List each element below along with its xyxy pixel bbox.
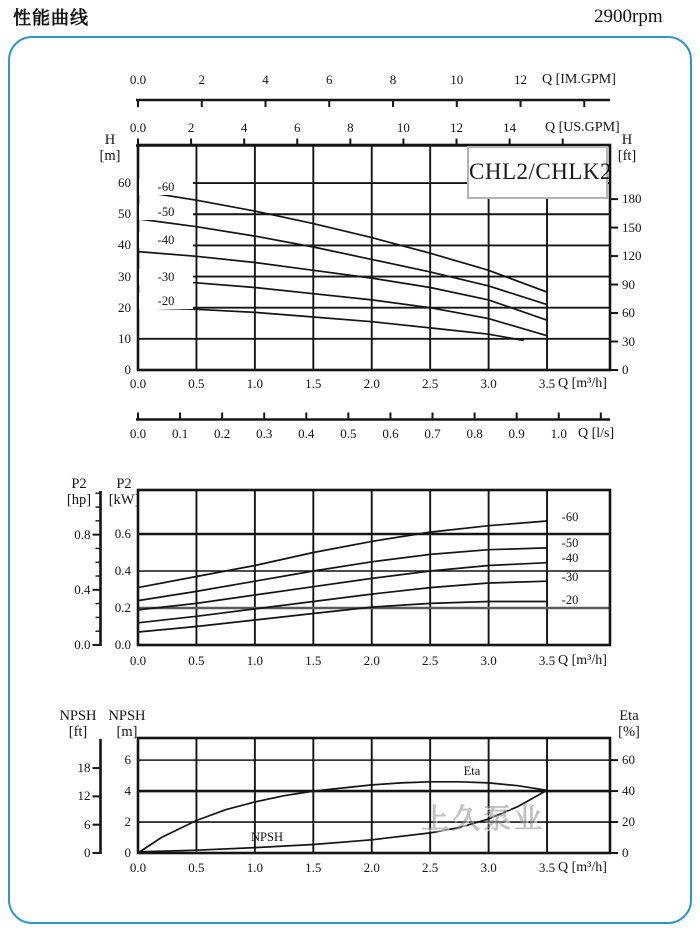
- axis-title-line: Eta: [619, 708, 639, 724]
- rpm-label: 2900rpm: [594, 6, 663, 27]
- q-l-s-axis-label: 0.8: [466, 426, 483, 441]
- right-tick-label: 30: [622, 333, 635, 349]
- q-us-gpm-axis-label: 6: [294, 120, 301, 135]
- y-tick-label: 0.6: [114, 526, 131, 541]
- axis-title-line: H: [621, 132, 633, 148]
- page-title: 性能曲线: [13, 8, 89, 29]
- npsh-ft-axis-label: 0: [84, 845, 91, 860]
- curve-label-NPSH: NPSH: [251, 830, 283, 844]
- axis-title-line: P2: [116, 476, 132, 492]
- npsh-ft-axis-label: 6: [84, 816, 91, 832]
- y-tick-label: 60: [118, 175, 131, 191]
- curve-label-20: -20: [561, 593, 579, 607]
- q-im-gpm-axis-label: 6: [326, 72, 333, 87]
- y-tick-label: 40: [118, 237, 131, 253]
- x-tick-label: 2.0: [363, 653, 380, 668]
- y-tick-label: 20: [118, 299, 131, 315]
- power-axis-title-kw: [100, 476, 148, 508]
- axis-title-line: [ft]: [617, 148, 637, 164]
- curve-label-30: -30: [139, 269, 193, 285]
- x-axis-unit-label: Q [m³/h]: [558, 653, 607, 668]
- curve-label-50: -50: [561, 536, 579, 550]
- model-label: CHL2/CHLK2: [467, 146, 608, 199]
- x-tick-label: 1.5: [305, 376, 322, 391]
- y-tick-label: 0.0: [114, 637, 131, 652]
- right-tick-label: 40: [622, 783, 635, 799]
- curve-label-40: -40: [561, 551, 579, 565]
- x-tick-label: 1.5: [305, 860, 322, 875]
- p2-hp-axis-label: 0.8: [74, 526, 91, 542]
- watermark: 上久泵业: [421, 802, 546, 835]
- y-tick-label: 6: [124, 752, 131, 768]
- axis-title-line: NPSH: [59, 708, 97, 724]
- q-us-gpm-axis-label: 14: [503, 120, 517, 135]
- x-tick-label: 0.5: [188, 376, 205, 391]
- q-im-gpm-axis-label: 12: [514, 72, 528, 87]
- y-tick-label: 4: [124, 783, 131, 799]
- x-tick-label: 3.5: [538, 860, 556, 875]
- npsh-ft-axis-label: 12: [77, 788, 91, 804]
- axis-title-line: [kW]: [108, 492, 140, 508]
- q-l-s-axis-unit-label: Q [l/s]: [578, 426, 615, 441]
- x-tick-label: 3.0: [480, 860, 497, 875]
- y-tick-label: 50: [118, 206, 131, 222]
- q-us-gpm-axis-unit-label: Q [US.GPM]: [545, 120, 620, 135]
- axis-title-line: [hp]: [66, 492, 92, 508]
- x-tick-label: 0.0: [129, 860, 147, 875]
- x-tick-label: 3.0: [480, 653, 497, 668]
- x-tick-label: 2.5: [422, 376, 439, 391]
- axis-title-line: [m]: [99, 148, 121, 164]
- right-tick-label: 20: [622, 814, 635, 830]
- x-tick-label: 2.5: [422, 653, 439, 668]
- y-tick-label: 0.4: [114, 563, 131, 578]
- y-tick-label: 0.2: [114, 600, 131, 615]
- x-tick-label: 2.5: [422, 860, 439, 875]
- curve-label-30: -30: [561, 570, 579, 584]
- eta-axis-title: [606, 708, 652, 740]
- p2-hp-axis-label: 0.4: [74, 581, 91, 597]
- y-tick-label: 30: [118, 268, 131, 284]
- q-im-gpm-axis-unit-label: Q [IM.GPM]: [542, 72, 616, 87]
- y-tick-label: 2: [124, 814, 131, 830]
- axis-title-line: [ft]: [68, 724, 88, 740]
- x-tick-label: 0.5: [188, 860, 205, 875]
- q-l-s-axis-label: 0.9: [508, 426, 525, 441]
- curve-label-60: -60: [561, 510, 579, 524]
- x-tick-label: 0.5: [188, 653, 205, 668]
- q-us-gpm-axis-label: 2: [187, 120, 195, 135]
- power-axis-title-hp: [56, 476, 102, 508]
- npsh-ft-axis-label: 18: [77, 760, 91, 776]
- curve-label-50: -50: [139, 204, 193, 220]
- q-im-gpm-axis-label: 4: [262, 72, 269, 87]
- right-tick-label: 90: [622, 276, 635, 292]
- q-us-gpm-axis-label: 0.0: [129, 120, 147, 135]
- right-tick-label: 60: [622, 305, 635, 321]
- x-tick-label: 1.0: [246, 376, 263, 391]
- q-l-s-axis-label: 0.6: [382, 426, 399, 441]
- x-tick-label: 3.5: [538, 653, 556, 668]
- q-im-gpm-axis-label: 0.0: [129, 72, 147, 87]
- q-us-gpm-axis-label: 4: [240, 120, 248, 135]
- curve-label-20: -20: [139, 293, 193, 309]
- y-tick-label: 10: [118, 330, 131, 346]
- npsh-axis-title-ft: [52, 708, 104, 740]
- right-tick-label: 120: [622, 248, 642, 264]
- q-l-s-axis-label: 0.5: [340, 426, 357, 441]
- axis-title-line: H: [104, 132, 116, 148]
- axis-title-line: NPSH: [108, 708, 146, 724]
- x-tick-label: 3.5: [538, 376, 556, 391]
- npsh-axis-title-m: [102, 708, 152, 740]
- q-us-gpm-axis-label: 10: [396, 120, 410, 135]
- q-l-s-axis-label: 0.0: [129, 426, 147, 441]
- right-tick-label: 0: [622, 362, 629, 377]
- q-l-s-axis-label: 0.3: [256, 426, 273, 441]
- curve-label-40: -40: [139, 232, 193, 248]
- axis-title-line: [%]: [618, 724, 640, 740]
- curve-label-Eta: Eta: [463, 764, 481, 778]
- x-tick-label: 2.0: [363, 860, 380, 875]
- q-im-gpm-axis-label: 8: [389, 72, 397, 87]
- axis-title-line: P2: [71, 476, 87, 492]
- p2-hp-axis-label: 0.0: [74, 637, 91, 652]
- q-im-gpm-axis-label: 10: [450, 72, 464, 87]
- y-tick-label: 0: [124, 845, 131, 860]
- x-tick-label: 1.0: [246, 860, 263, 875]
- x-tick-label: 3.0: [480, 376, 497, 391]
- x-tick-label: 2.0: [363, 376, 380, 391]
- x-axis-unit-label: Q [m³/h]: [558, 860, 607, 875]
- q-us-gpm-axis-label: 8: [347, 120, 354, 135]
- q-im-gpm-axis-label: 2: [198, 72, 205, 87]
- y-tick-label: 0: [124, 362, 131, 377]
- right-tick-label: 150: [622, 219, 642, 235]
- right-tick-label: 0: [622, 845, 629, 860]
- x-tick-label: 1.0: [246, 653, 263, 668]
- x-axis-unit-label: Q [m³/h]: [558, 376, 607, 391]
- x-tick-label: 0.0: [129, 376, 147, 391]
- q-l-s-axis-label: 1.0: [550, 426, 567, 441]
- head-axis-title-m: [88, 132, 132, 164]
- right-tick-label: 180: [622, 191, 642, 207]
- q-l-s-axis-label: 0.2: [214, 426, 231, 441]
- q-us-gpm-axis-label: 12: [450, 120, 464, 135]
- q-l-s-axis-label: 0.4: [298, 426, 315, 441]
- x-tick-label: 0.0: [129, 653, 147, 668]
- q-l-s-axis-label: 0.7: [424, 426, 441, 441]
- q-l-s-axis-label: 0.1: [171, 426, 189, 441]
- curve-label-60: -60: [139, 179, 193, 195]
- axis-title-line: [m]: [116, 724, 138, 740]
- right-tick-label: 60: [622, 752, 635, 768]
- x-tick-label: 1.5: [305, 653, 322, 668]
